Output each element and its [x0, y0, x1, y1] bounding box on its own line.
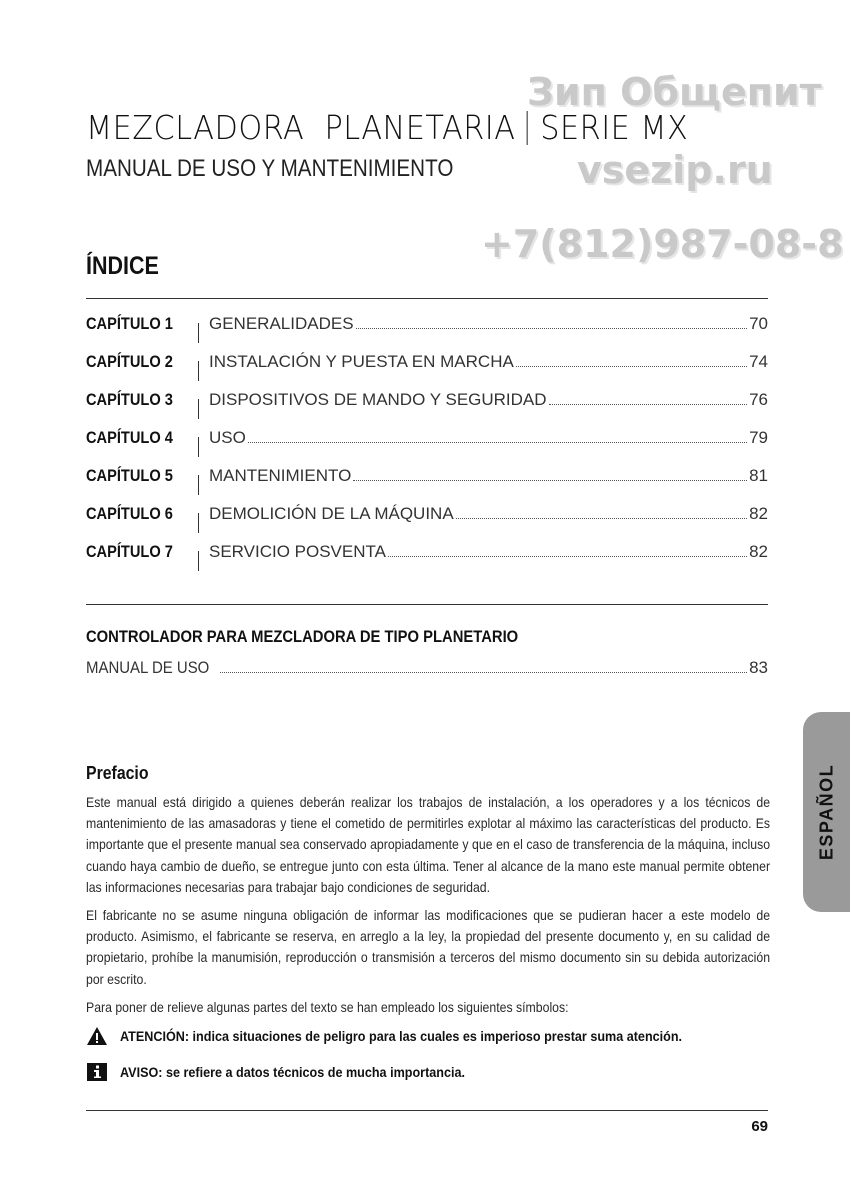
preface-paragraph: Para poner de relieve algunas partes del texto se han empleado los siguientes símbolos:	[86, 999, 569, 1015]
toc-entry[interactable]	[86, 542, 768, 580]
toc-chapter: CAPÍTULO 7	[86, 542, 173, 561]
toc-chapter: CAPÍTULO 6	[86, 504, 173, 523]
title-series: SERIE MX	[540, 108, 689, 147]
warning-text: ATENCIÓN: indica situaciones de peligro para las cuales es imperioso prestar suma atención.	[120, 1028, 683, 1044]
table-of-contents	[86, 314, 768, 580]
info-text: AVISO: se refiere a datos técnicos de mucha importancia.	[120, 1064, 465, 1080]
warning-icon	[86, 1026, 108, 1046]
info-icon	[86, 1062, 108, 1082]
footer-divider	[86, 1110, 768, 1111]
toc-leader-dots	[353, 480, 747, 481]
document-subtitle: MANUAL DE USO Y MANTENIMIENTO	[86, 155, 454, 182]
toc-entry[interactable]	[86, 390, 768, 428]
toc-entry[interactable]	[86, 352, 768, 390]
toc-separator	[198, 323, 199, 343]
divider	[86, 604, 768, 605]
toc-leader-dots	[248, 442, 747, 443]
toc-leader-dots	[516, 366, 747, 367]
toc-page: 76	[749, 390, 768, 409]
warning-notice	[86, 1026, 745, 1046]
info-notice	[86, 1062, 503, 1082]
toc-title: MANTENIMIENTO	[209, 466, 352, 485]
toc-chapter: CAPÍTULO 3	[86, 390, 173, 409]
toc-title: SERVICIO POSVENTA	[209, 542, 386, 561]
preface-paragraph: Este manual está dirigido a quienes deberán realizar los trabajos de instalación, a los operadores y a los técnicos de mantenimiento de las amasadoras y tiene el cometido de permitirles explotar al máximo las características del producto. Es importante que el presente manual sea conservado apropiadamente y que en el caso de transferencia de la máquina, incluso cuando haya cambio de dueño, se entregue junto con esta última. Tener al alcance de la mano este manual permite obtener las informaciones necesarias para trabajar bajo condiciones de seguridad.	[86, 794, 771, 895]
toc-chapter: CAPÍTULO 4	[86, 428, 173, 447]
watermark-text: Зип Общепит	[527, 70, 822, 114]
toc-leader-dots	[549, 404, 748, 405]
watermark-phone: +7(812)987-08-8	[481, 222, 844, 266]
divider	[86, 298, 768, 299]
toc-chapter: CAPÍTULO 2	[86, 352, 173, 371]
controller-entry-page: 83	[749, 658, 768, 677]
toc-separator	[198, 361, 199, 381]
toc-leader-dots	[220, 672, 747, 673]
toc-title: DISPOSITIVOS DE MANDO Y SEGURIDAD	[209, 390, 547, 409]
toc-title: USO	[209, 428, 246, 447]
toc-title: GENERALIDADES	[209, 314, 354, 333]
toc-chapter: CAPÍTULO 1	[86, 314, 173, 333]
toc-separator	[198, 551, 199, 571]
controller-entry-label: MANUAL DE USO	[86, 658, 210, 677]
language-tab-label: ESPAÑOL	[816, 763, 836, 861]
toc-leader-dots	[388, 556, 747, 557]
toc-title: DEMOLICIÓN DE LA MÁQUINA	[209, 504, 454, 523]
controller-heading: CONTROLADOR PARA MEZCLADORA DE TIPO PLANETARIO	[86, 627, 519, 646]
toc-page: 74	[749, 352, 768, 371]
index-heading: ÍNDICE	[86, 252, 159, 280]
toc-page: 82	[749, 542, 768, 561]
controller-toc-entry[interactable]	[86, 658, 768, 678]
toc-separator	[198, 399, 199, 419]
toc-separator	[198, 475, 199, 495]
preface-heading: Prefacio	[86, 763, 149, 783]
toc-page: 81	[749, 466, 768, 485]
toc-entry[interactable]	[86, 504, 768, 542]
toc-chapter: CAPÍTULO 5	[86, 466, 173, 485]
page-number: 69	[751, 1118, 768, 1135]
toc-separator	[198, 437, 199, 457]
watermark-url: vsezip.ru	[577, 148, 773, 192]
title-separator	[526, 111, 527, 145]
toc-page: 82	[749, 504, 768, 523]
preface-paragraph: El fabricante no se asume ninguna obligación de informar las modificaciones que se pudieran hacer a este modelo de producto. Asimismo, el fabricante se reserva, en arreglo a la ley, la propiedad del presente documento y, en su calidad de propietario, prohíbe la manumisión, reproducción o transmisión a terceros del mismo documento sin su debida autorización por escrito.	[86, 907, 771, 987]
toc-entry[interactable]	[86, 466, 768, 504]
title-main: MEZCLADORA PLANETARIA	[86, 108, 516, 147]
toc-leader-dots	[356, 328, 748, 329]
toc-page: 79	[749, 428, 768, 447]
toc-entry[interactable]	[86, 428, 768, 466]
toc-leader-dots	[456, 518, 747, 519]
toc-separator	[198, 513, 199, 533]
language-tab	[803, 712, 850, 912]
toc-page: 70	[749, 314, 768, 333]
toc-title: INSTALACIÓN Y PUESTA EN MARCHA	[209, 352, 514, 371]
toc-entry[interactable]	[86, 314, 768, 352]
